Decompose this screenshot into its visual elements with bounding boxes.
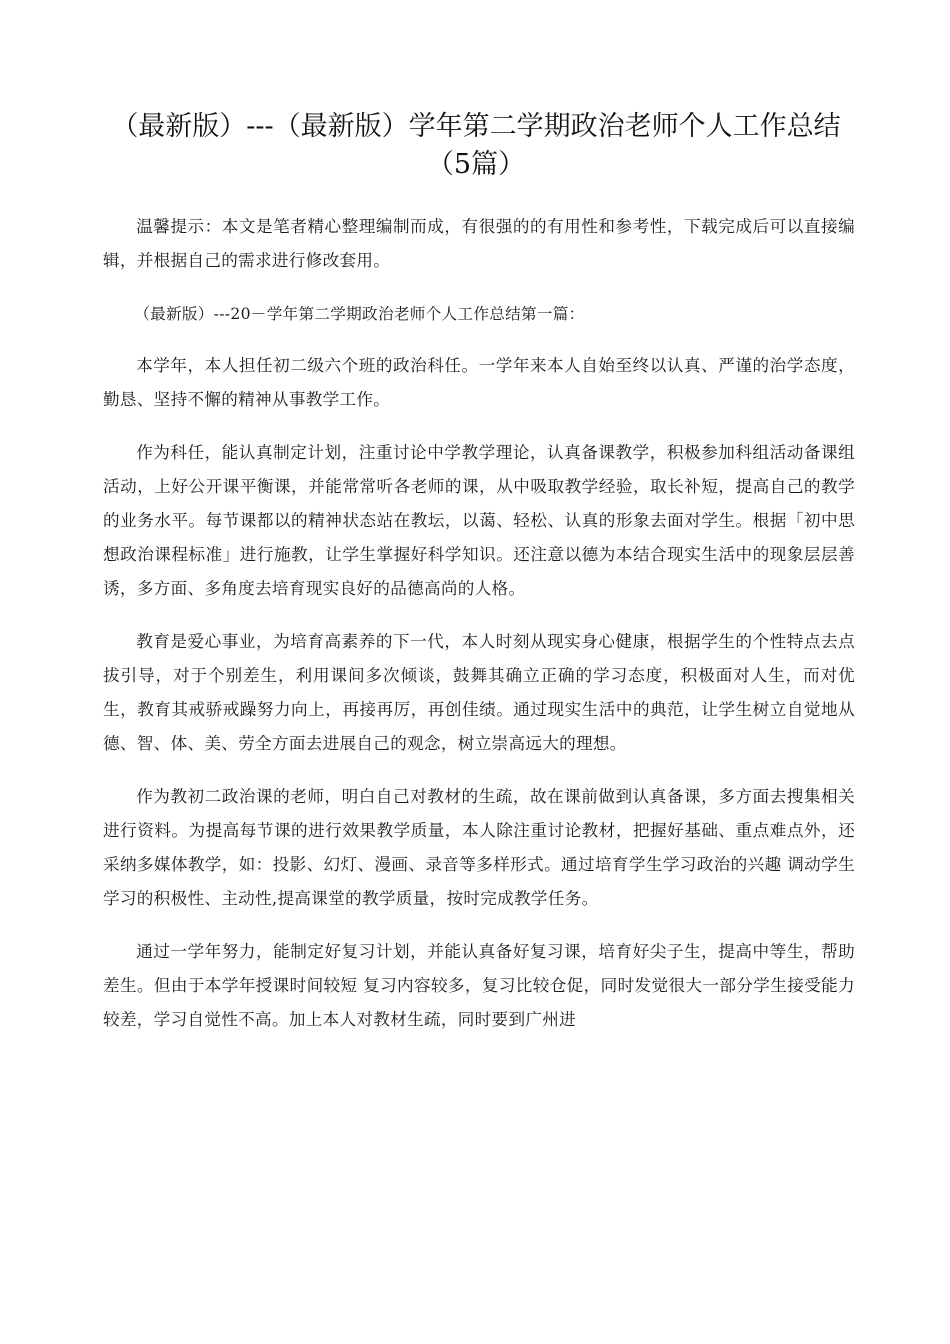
section-heading: （最新版）---20－学年第二学期政治老师个人工作总结第一篇： (134, 305, 585, 323)
body-paragraph: 通过一学年努力，能制定好复习计划，并能认真备好复习课，培育好尖子生，提高中等生，帮助差生。但由于本学年授课时间较短 复习内容较多，复习比较仓促，同时发觉很大一部分学生接受能力较差，学习自觉性不高。加上本人对教材生疏，同时要到广州进 (103, 942, 855, 1029)
title-line-1: （最新版）---（最新版）学年第二学期政治老师个人工作总结 (111, 111, 841, 142)
document-body (103, 210, 855, 1056)
body-paragraph: 作为科任，能认真制定计划，注重讨论中学教学理论，认真备课教学，积极参加科组活动备课组活动，上好公开课平衡课，并能常常听各老师的课，从中吸取教学经验，取长补短，提高自己的教学的业务水平。每节课都以的精神状态站在教坛，以蔼、轻松、认真的形象去面对学生。根据「初中思想政治课程标准」进行施教，让学生掌握好科学知识。还注意以德为本结合现实生活中的现象层层善诱，多方面、多角度去培育现实良好的品德高尚的人格。 (103, 443, 855, 598)
title-line-2: （5篇） (426, 149, 526, 180)
document-title (96, 108, 856, 184)
body-paragraph: 作为教初二政治课的老师，明白自己对教材的生疏，故在课前做到认真备课，多方面去搜集相关进行资料。为提高每节课的进行效果教学质量，本人除注重讨论教材，把握好基础、重点难点外，还采纳多媒体教学，如：投影、幻灯、漫画、录音等多样形式。通过培育学生学习政治的兴趣 调动学生学习的积极性、主动性,提高课堂的教学质量，按时完成教学任务。 (103, 787, 855, 908)
body-paragraph: 教育是爱心事业，为培育高素养的下一代，本人时刻从现实身心健康，根据学生的个性特点去点拔引导，对于个别差生，利用课间多次倾谈，鼓舞其确立正确的学习态度，积极面对人生，而对优生，教育其戒骄戒躁努力向上，再接再厉，再创佳绩。通过现实生活中的典范，让学生树立自觉地从德、智、体、美、劳全方面去进展自己的观念，树立崇高远大的理想。 (103, 632, 855, 753)
tip-paragraph: 温馨提示：本文是笔者精心整理编制而成，有很强的的有用性和参考性，下载完成后可以直接编辑，并根据自己的需求进行修改套用。 (103, 217, 855, 270)
body-paragraph: 本学年，本人担任初二级六个班的政治科任。一学年来本人自始至终以认真、严谨的治学态度，勤恳、坚持不懈的精神从事教学工作。 (103, 356, 855, 409)
